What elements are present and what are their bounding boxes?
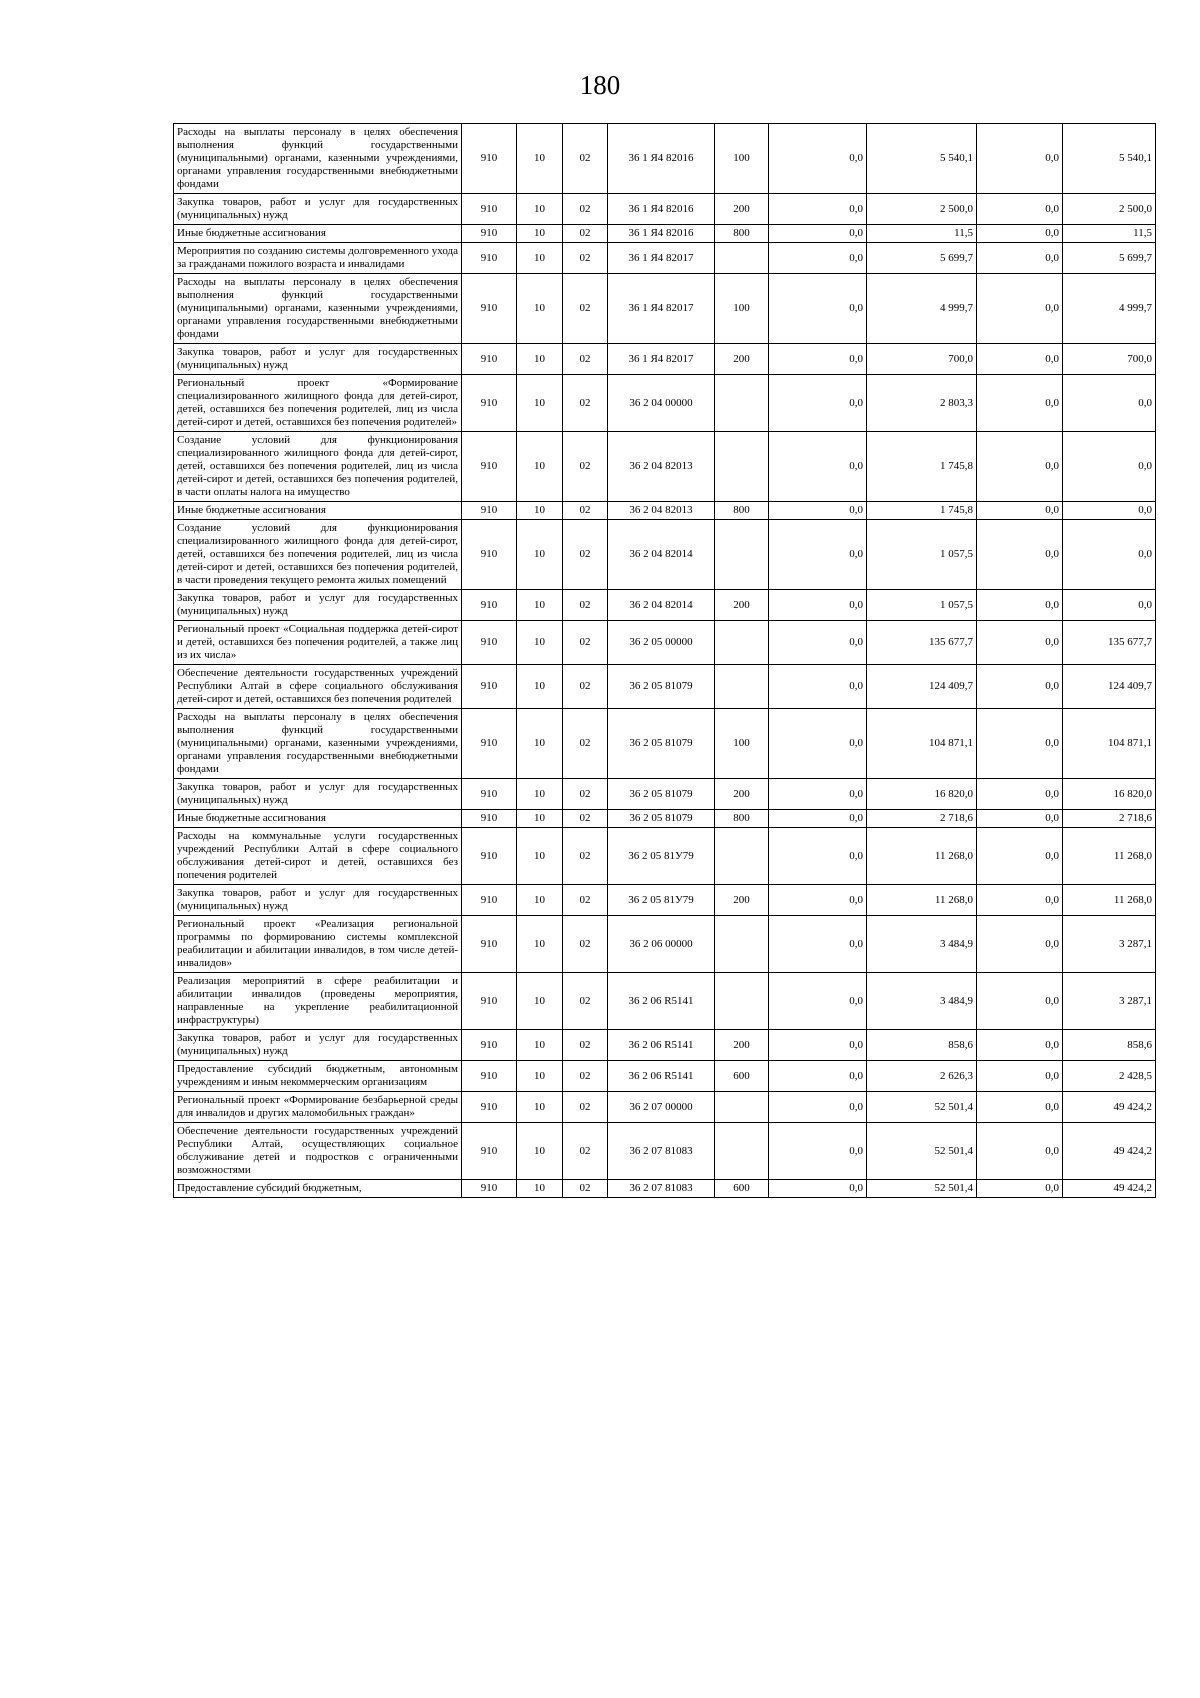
expense-type-code-cell: 200 <box>715 1030 769 1061</box>
amount-cell-1: 0,0 <box>769 194 867 225</box>
ministry-code-cell: 910 <box>462 779 517 810</box>
subsection-code-cell: 02 <box>563 1092 608 1123</box>
amount-cell-2: 3 484,9 <box>867 916 977 973</box>
target-item-code-cell: 36 2 05 81079 <box>608 779 715 810</box>
amount-cell-4: 2 500,0 <box>1063 194 1156 225</box>
amount-cell-1: 0,0 <box>769 590 867 621</box>
amount-cell-1: 0,0 <box>769 243 867 274</box>
amount-cell-1: 0,0 <box>769 432 867 502</box>
amount-cell-3: 0,0 <box>977 810 1063 828</box>
expense-name-cell: Региональный проект «Формирование специализированного жилищного фонда для детей-сирот, детей, оставшихся без попечения родителей, лиц из числа детей-сирот и детей, оставшихся без попечения родителей» <box>174 375 462 432</box>
expense-type-code-cell: 100 <box>715 124 769 194</box>
subsection-code-cell: 02 <box>563 243 608 274</box>
expense-type-code-cell: 800 <box>715 502 769 520</box>
amount-cell-3: 0,0 <box>977 590 1063 621</box>
amount-cell-2: 2 718,6 <box>867 810 977 828</box>
expense-name-cell: Обеспечение деятельности государственных учреждений Республики Алтай в сфере социального обслуживания детей-сирот и детей, оставшихся без попечения родителей <box>174 665 462 709</box>
amount-cell-1: 0,0 <box>769 709 867 779</box>
expense-type-code-cell: 600 <box>715 1180 769 1198</box>
target-item-code-cell: 36 2 05 81У79 <box>608 885 715 916</box>
expense-type-code-cell <box>715 1092 769 1123</box>
ministry-code-cell: 910 <box>462 1123 517 1180</box>
subsection-code-cell: 02 <box>563 709 608 779</box>
section-code-cell: 10 <box>517 124 563 194</box>
ministry-code-cell: 910 <box>462 973 517 1030</box>
amount-cell-4: 0,0 <box>1063 590 1156 621</box>
subsection-code-cell: 02 <box>563 1123 608 1180</box>
target-item-code-cell: 36 1 Я4 82016 <box>608 124 715 194</box>
table-row <box>174 344 1156 375</box>
section-code-cell: 10 <box>517 344 563 375</box>
amount-cell-2: 52 501,4 <box>867 1180 977 1198</box>
expense-name-cell: Предоставление субсидий бюджетным, <box>174 1180 462 1198</box>
expense-name-cell: Расходы на выплаты персоналу в целях обеспечения выполнения функций государственными (муниципальными) органами, казенными учреждениями, органами управления государственными внебюджетными фондами <box>174 274 462 344</box>
subsection-code-cell: 02 <box>563 194 608 225</box>
subsection-code-cell: 02 <box>563 916 608 973</box>
section-code-cell: 10 <box>517 779 563 810</box>
amount-cell-1: 0,0 <box>769 973 867 1030</box>
target-item-code-cell: 36 1 Я4 82017 <box>608 344 715 375</box>
section-code-cell: 10 <box>517 1030 563 1061</box>
table-row <box>174 274 1156 344</box>
expense-name-cell: Закупка товаров, работ и услуг для государственных (муниципальных) нужд <box>174 885 462 916</box>
amount-cell-1: 0,0 <box>769 810 867 828</box>
amount-cell-2: 52 501,4 <box>867 1123 977 1180</box>
table-row <box>174 432 1156 502</box>
ministry-code-cell: 910 <box>462 194 517 225</box>
target-item-code-cell: 36 2 04 82013 <box>608 502 715 520</box>
section-code-cell: 10 <box>517 665 563 709</box>
section-code-cell: 10 <box>517 375 563 432</box>
ministry-code-cell: 910 <box>462 520 517 590</box>
section-code-cell: 10 <box>517 1180 563 1198</box>
amount-cell-1: 0,0 <box>769 124 867 194</box>
section-code-cell: 10 <box>517 916 563 973</box>
expense-type-code-cell: 100 <box>715 709 769 779</box>
expense-type-code-cell <box>715 520 769 590</box>
amount-cell-2: 2 803,3 <box>867 375 977 432</box>
amount-cell-3: 0,0 <box>977 1061 1063 1092</box>
expense-type-code-cell <box>715 375 769 432</box>
ministry-code-cell: 910 <box>462 502 517 520</box>
expense-type-code-cell <box>715 916 769 973</box>
amount-cell-2: 3 484,9 <box>867 973 977 1030</box>
section-code-cell: 10 <box>517 502 563 520</box>
section-code-cell: 10 <box>517 243 563 274</box>
amount-cell-3: 0,0 <box>977 709 1063 779</box>
section-code-cell: 10 <box>517 810 563 828</box>
section-code-cell: 10 <box>517 432 563 502</box>
subsection-code-cell: 02 <box>563 1061 608 1092</box>
target-item-code-cell: 36 2 04 82013 <box>608 432 715 502</box>
amount-cell-1: 0,0 <box>769 520 867 590</box>
amount-cell-3: 0,0 <box>977 665 1063 709</box>
expense-name-cell: Иные бюджетные ассигнования <box>174 502 462 520</box>
amount-cell-2: 11,5 <box>867 225 977 243</box>
ministry-code-cell: 910 <box>462 828 517 885</box>
table-row <box>174 916 1156 973</box>
target-item-code-cell: 36 2 06 R5141 <box>608 1030 715 1061</box>
ministry-code-cell: 910 <box>462 885 517 916</box>
amount-cell-3: 0,0 <box>977 1123 1063 1180</box>
amount-cell-3: 0,0 <box>977 916 1063 973</box>
section-code-cell: 10 <box>517 621 563 665</box>
subsection-code-cell: 02 <box>563 665 608 709</box>
expense-type-code-cell <box>715 243 769 274</box>
amount-cell-3: 0,0 <box>977 502 1063 520</box>
section-code-cell: 10 <box>517 1061 563 1092</box>
expense-name-cell: Расходы на коммунальные услуги государственных учреждений Республики Алтай в сфере социального обслуживания детей-сирот и детей, оставшихся без попечения родителей <box>174 828 462 885</box>
page-number: 180 <box>579 70 621 100</box>
amount-cell-3: 0,0 <box>977 225 1063 243</box>
target-item-code-cell: 36 1 Я4 82016 <box>608 225 715 243</box>
amount-cell-4: 5 699,7 <box>1063 243 1156 274</box>
target-item-code-cell: 36 2 04 82014 <box>608 520 715 590</box>
table-row <box>174 1092 1156 1123</box>
amount-cell-2: 104 871,1 <box>867 709 977 779</box>
section-code-cell: 10 <box>517 274 563 344</box>
subsection-code-cell: 02 <box>563 502 608 520</box>
amount-cell-1: 0,0 <box>769 1123 867 1180</box>
table-row <box>174 779 1156 810</box>
expense-name-cell: Создание условий для функционирования специализированного жилищного фонда для детей-сирот, детей, оставшихся без попечения родителей, лиц из числа детей-сирот и детей, оставшихся без попечения родителей, в части оплаты налога на имущество <box>174 432 462 502</box>
ministry-code-cell: 910 <box>462 375 517 432</box>
section-code-cell: 10 <box>517 225 563 243</box>
amount-cell-1: 0,0 <box>769 1061 867 1092</box>
table-row <box>174 375 1156 432</box>
amount-cell-2: 52 501,4 <box>867 1092 977 1123</box>
subsection-code-cell: 02 <box>563 124 608 194</box>
expense-type-code-cell: 800 <box>715 810 769 828</box>
subsection-code-cell: 02 <box>563 810 608 828</box>
target-item-code-cell: 36 2 06 R5141 <box>608 973 715 1030</box>
amount-cell-4: 124 409,7 <box>1063 665 1156 709</box>
subsection-code-cell: 02 <box>563 885 608 916</box>
target-item-code-cell: 36 2 04 82014 <box>608 590 715 621</box>
expense-type-code-cell: 200 <box>715 885 769 916</box>
target-item-code-cell: 36 2 05 81У79 <box>608 828 715 885</box>
expense-type-code-cell: 200 <box>715 344 769 375</box>
expense-name-cell: Закупка товаров, работ и услуг для государственных (муниципальных) нужд <box>174 779 462 810</box>
amount-cell-1: 0,0 <box>769 1180 867 1198</box>
table-row <box>174 502 1156 520</box>
table-row <box>174 1180 1156 1198</box>
amount-cell-3: 0,0 <box>977 432 1063 502</box>
target-item-code-cell: 36 2 07 81083 <box>608 1180 715 1198</box>
expense-name-cell: Мероприятия по созданию системы долговременного ухода за гражданами пожилого возраста и инвалидами <box>174 243 462 274</box>
subsection-code-cell: 02 <box>563 520 608 590</box>
amount-cell-1: 0,0 <box>769 916 867 973</box>
section-code-cell: 10 <box>517 1092 563 1123</box>
table-row <box>174 885 1156 916</box>
target-item-code-cell: 36 2 06 R5141 <box>608 1061 715 1092</box>
amount-cell-2: 11 268,0 <box>867 885 977 916</box>
table-row <box>174 665 1156 709</box>
amount-cell-2: 2 626,3 <box>867 1061 977 1092</box>
ministry-code-cell: 910 <box>462 1092 517 1123</box>
amount-cell-3: 0,0 <box>977 375 1063 432</box>
section-code-cell: 10 <box>517 709 563 779</box>
amount-cell-3: 0,0 <box>977 1092 1063 1123</box>
expense-name-cell: Закупка товаров, работ и услуг для государственных (муниципальных) нужд <box>174 590 462 621</box>
amount-cell-1: 0,0 <box>769 779 867 810</box>
expense-name-cell: Расходы на выплаты персоналу в целях обеспечения выполнения функций государственными (муниципальными) органами, казенными учреждениями, органами управления государственными внебюджетными фондами <box>174 124 462 194</box>
amount-cell-1: 0,0 <box>769 225 867 243</box>
amount-cell-3: 0,0 <box>977 243 1063 274</box>
ministry-code-cell: 910 <box>462 274 517 344</box>
amount-cell-2: 124 409,7 <box>867 665 977 709</box>
table-row <box>174 828 1156 885</box>
expense-name-cell: Региональный проект «Реализация региональной программы по формированию системы комплексной реабилитации и абилитации инвалидов, в том числе детей-инвалидов» <box>174 916 462 973</box>
amount-cell-1: 0,0 <box>769 375 867 432</box>
expense-name-cell: Региональный проект «Формирование безбарьерной среды для инвалидов и других маломобильных граждан» <box>174 1092 462 1123</box>
subsection-code-cell: 02 <box>563 344 608 375</box>
target-item-code-cell: 36 2 05 81079 <box>608 709 715 779</box>
table-body <box>174 124 1156 1198</box>
ministry-code-cell: 910 <box>462 344 517 375</box>
table-row <box>174 124 1156 194</box>
subsection-code-cell: 02 <box>563 590 608 621</box>
amount-cell-2: 5 540,1 <box>867 124 977 194</box>
amount-cell-3: 0,0 <box>977 1030 1063 1061</box>
amount-cell-3: 0,0 <box>977 973 1063 1030</box>
expense-name-cell: Предоставление субсидий бюджетным, автономным учреждениям и иным некоммерческим организациям <box>174 1061 462 1092</box>
target-item-code-cell: 36 1 Я4 82017 <box>608 243 715 274</box>
amount-cell-4: 3 287,1 <box>1063 916 1156 973</box>
expense-type-code-cell <box>715 1123 769 1180</box>
expense-name-cell: Иные бюджетные ассигнования <box>174 810 462 828</box>
ministry-code-cell: 910 <box>462 665 517 709</box>
amount-cell-2: 1 745,8 <box>867 502 977 520</box>
amount-cell-4: 49 424,2 <box>1063 1180 1156 1198</box>
ministry-code-cell: 910 <box>462 621 517 665</box>
target-item-code-cell: 36 2 07 81083 <box>608 1123 715 1180</box>
target-item-code-cell: 36 1 Я4 82017 <box>608 274 715 344</box>
amount-cell-3: 0,0 <box>977 885 1063 916</box>
amount-cell-4: 700,0 <box>1063 344 1156 375</box>
amount-cell-4: 49 424,2 <box>1063 1123 1156 1180</box>
amount-cell-3: 0,0 <box>977 520 1063 590</box>
expense-name-cell: Создание условий для функционирования специализированного жилищного фонда для детей-сирот, детей, оставшихся без попечения родителей, лиц из числа детей-сирот и детей, оставшихся без попечения родителей, в части проведения текущего ремонта жилых помещений <box>174 520 462 590</box>
amount-cell-2: 1 057,5 <box>867 520 977 590</box>
expense-type-code-cell <box>715 432 769 502</box>
expense-type-code-cell: 200 <box>715 590 769 621</box>
ministry-code-cell: 910 <box>462 1180 517 1198</box>
expense-name-cell: Обеспечение деятельности государственных учреждений Республики Алтай, осуществляющих социальное обслуживание детей и подростков с ограниченными возможностями <box>174 1123 462 1180</box>
section-code-cell: 10 <box>517 194 563 225</box>
amount-cell-4: 858,6 <box>1063 1030 1156 1061</box>
subsection-code-cell: 02 <box>563 973 608 1030</box>
amount-cell-1: 0,0 <box>769 502 867 520</box>
ministry-code-cell: 910 <box>462 225 517 243</box>
table-row <box>174 973 1156 1030</box>
expense-type-code-cell: 200 <box>715 779 769 810</box>
subsection-code-cell: 02 <box>563 375 608 432</box>
expense-name-cell: Закупка товаров, работ и услуг для государственных (муниципальных) нужд <box>174 344 462 375</box>
amount-cell-1: 0,0 <box>769 344 867 375</box>
ministry-code-cell: 910 <box>462 243 517 274</box>
section-code-cell: 10 <box>517 885 563 916</box>
target-item-code-cell: 36 2 05 00000 <box>608 621 715 665</box>
subsection-code-cell: 02 <box>563 1180 608 1198</box>
amount-cell-4: 49 424,2 <box>1063 1092 1156 1123</box>
expense-name-cell: Реализация мероприятий в сфере реабилитации и абилитации инвалидов (проведены мероприятия, направленные на укрепление реабилитационной инфраструктуры) <box>174 973 462 1030</box>
amount-cell-3: 0,0 <box>977 344 1063 375</box>
expense-type-code-cell <box>715 828 769 885</box>
target-item-code-cell: 36 1 Я4 82016 <box>608 194 715 225</box>
table-row <box>174 590 1156 621</box>
table-row <box>174 520 1156 590</box>
expense-type-code-cell: 800 <box>715 225 769 243</box>
section-code-cell: 10 <box>517 1123 563 1180</box>
ministry-code-cell: 910 <box>462 1030 517 1061</box>
amount-cell-2: 2 500,0 <box>867 194 977 225</box>
amount-cell-2: 858,6 <box>867 1030 977 1061</box>
subsection-code-cell: 02 <box>563 828 608 885</box>
amount-cell-4: 0,0 <box>1063 520 1156 590</box>
expense-name-cell: Иные бюджетные ассигнования <box>174 225 462 243</box>
subsection-code-cell: 02 <box>563 274 608 344</box>
amount-cell-4: 11,5 <box>1063 225 1156 243</box>
amount-cell-1: 0,0 <box>769 274 867 344</box>
amount-cell-4: 104 871,1 <box>1063 709 1156 779</box>
amount-cell-4: 2 718,6 <box>1063 810 1156 828</box>
expense-type-code-cell <box>715 973 769 1030</box>
target-item-code-cell: 36 2 05 81079 <box>608 665 715 709</box>
amount-cell-3: 0,0 <box>977 779 1063 810</box>
section-code-cell: 10 <box>517 828 563 885</box>
amount-cell-1: 0,0 <box>769 1030 867 1061</box>
amount-cell-4: 4 999,7 <box>1063 274 1156 344</box>
amount-cell-2: 5 699,7 <box>867 243 977 274</box>
amount-cell-1: 0,0 <box>769 828 867 885</box>
amount-cell-3: 0,0 <box>977 1180 1063 1198</box>
table-row <box>174 1030 1156 1061</box>
subsection-code-cell: 02 <box>563 621 608 665</box>
section-code-cell: 10 <box>517 973 563 1030</box>
expense-type-code-cell: 100 <box>715 274 769 344</box>
amount-cell-3: 0,0 <box>977 621 1063 665</box>
amount-cell-2: 700,0 <box>867 344 977 375</box>
target-item-code-cell: 36 2 04 00000 <box>608 375 715 432</box>
amount-cell-2: 135 677,7 <box>867 621 977 665</box>
table-row <box>174 621 1156 665</box>
amount-cell-1: 0,0 <box>769 1092 867 1123</box>
expense-type-code-cell: 600 <box>715 1061 769 1092</box>
amount-cell-2: 11 268,0 <box>867 828 977 885</box>
amount-cell-4: 0,0 <box>1063 432 1156 502</box>
amount-cell-3: 0,0 <box>977 828 1063 885</box>
subsection-code-cell: 02 <box>563 1030 608 1061</box>
amount-cell-1: 0,0 <box>769 621 867 665</box>
subsection-code-cell: 02 <box>563 225 608 243</box>
ministry-code-cell: 910 <box>462 1061 517 1092</box>
expense-name-cell: Закупка товаров, работ и услуг для государственных (муниципальных) нужд <box>174 1030 462 1061</box>
table-row <box>174 194 1156 225</box>
amount-cell-4: 11 268,0 <box>1063 885 1156 916</box>
amount-cell-1: 0,0 <box>769 665 867 709</box>
ministry-code-cell: 910 <box>462 916 517 973</box>
ministry-code-cell: 910 <box>462 709 517 779</box>
table-row <box>174 225 1156 243</box>
target-item-code-cell: 36 2 07 00000 <box>608 1092 715 1123</box>
table-row <box>174 709 1156 779</box>
expense-type-code-cell <box>715 621 769 665</box>
expense-name-cell: Региональный проект «Социальная поддержка детей-сирот и детей, оставшихся без попечения родителей, а также лиц из их числа» <box>174 621 462 665</box>
amount-cell-3: 0,0 <box>977 124 1063 194</box>
ministry-code-cell: 910 <box>462 124 517 194</box>
amount-cell-4: 0,0 <box>1063 375 1156 432</box>
amount-cell-4: 5 540,1 <box>1063 124 1156 194</box>
amount-cell-4: 3 287,1 <box>1063 973 1156 1030</box>
table-row <box>174 243 1156 274</box>
budget-table <box>173 123 1156 1198</box>
amount-cell-1: 0,0 <box>769 885 867 916</box>
subsection-code-cell: 02 <box>563 432 608 502</box>
expense-type-code-cell <box>715 665 769 709</box>
amount-cell-3: 0,0 <box>977 274 1063 344</box>
target-item-code-cell: 36 2 05 81079 <box>608 810 715 828</box>
expense-name-cell: Расходы на выплаты персоналу в целях обеспечения выполнения функций государственными (муниципальными) органами, казенными учреждениями, органами управления государственными внебюджетными фондами <box>174 709 462 779</box>
amount-cell-4: 16 820,0 <box>1063 779 1156 810</box>
subsection-code-cell: 02 <box>563 779 608 810</box>
amount-cell-3: 0,0 <box>977 194 1063 225</box>
ministry-code-cell: 910 <box>462 590 517 621</box>
amount-cell-2: 16 820,0 <box>867 779 977 810</box>
table-row <box>174 1123 1156 1180</box>
expense-name-cell: Закупка товаров, работ и услуг для государственных (муниципальных) нужд <box>174 194 462 225</box>
amount-cell-4: 2 428,5 <box>1063 1061 1156 1092</box>
ministry-code-cell: 910 <box>462 432 517 502</box>
expense-type-code-cell: 200 <box>715 194 769 225</box>
amount-cell-4: 0,0 <box>1063 502 1156 520</box>
amount-cell-4: 135 677,7 <box>1063 621 1156 665</box>
section-code-cell: 10 <box>517 590 563 621</box>
amount-cell-2: 1 057,5 <box>867 590 977 621</box>
amount-cell-4: 11 268,0 <box>1063 828 1156 885</box>
table-row <box>174 1061 1156 1092</box>
table-row <box>174 810 1156 828</box>
amount-cell-2: 4 999,7 <box>867 274 977 344</box>
ministry-code-cell: 910 <box>462 810 517 828</box>
target-item-code-cell: 36 2 06 00000 <box>608 916 715 973</box>
section-code-cell: 10 <box>517 520 563 590</box>
amount-cell-2: 1 745,8 <box>867 432 977 502</box>
